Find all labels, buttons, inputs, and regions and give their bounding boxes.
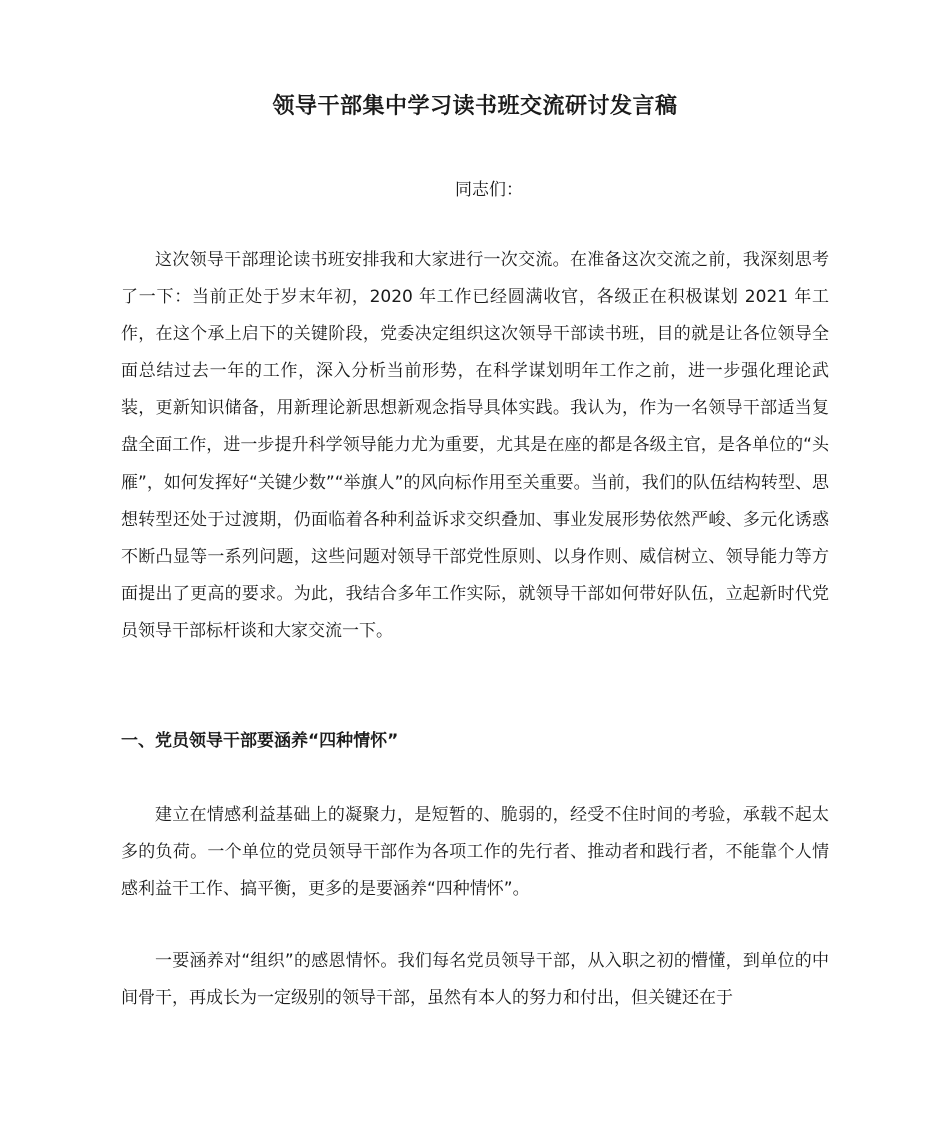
intro-paragraph: 这次领导干部理论读书班安排我和大家进行一次交流。在准备这次交流之前，我深刻思考了一下：当前正处于岁末年初，2020 年工作已经圆满收官，各级正在积极谋划 2021 年工作，在这个承上启下的关键阶段，党委决定组织这次领导干部读书班，目的就是让各位领导全面总结过去一年的工作，深入分析当前形势，在科学谋划明年工作之前，进一步强化理论武装，更新知识储备，用新理论新思想新观念指导具体实践。我认为，作为一名领导干部适当复盘全面工作，进一步提升科学领导能力尤为重要，尤其是在座的都是各级主官，是各单位的“头雁”，如何发挥好“关键少数”“举旗人”的风向标作用至关重要。当前，我们的队伍结构转型、思想转型还处于过渡期，仍面临着各种利益诉求交织叠加、事业发展形势依然严峻、多元化诱惑不断凸显等一系列问题，这些问题对领导干部党性原则、以身作则、威信树立、领导能力等方面提出了更高的要求。为此，我结合多年工作实际，就领导干部如何带好队伍，立起新时代党员领导干部标杆谈和大家交流一下。 — [121, 250, 829, 641]
salutation: 同志们： — [455, 180, 523, 200]
body-paragraph: 一要涵养对“组织”的感恩情怀。我们每名党员领导干部，从入职之初的懵懂，到单位的中间骨干，再成长为一定级别的领导干部，虽然有本人的努力和付出，但关键还在于 — [121, 951, 829, 1009]
section-heading: 一、党员领导干部要涵养“四种情怀” — [121, 731, 399, 751]
body-paragraph: 建立在情感利益基础上的凝聚力，是短暂的、脆弱的，经受不住时间的考验，承载不起太多的负荷。一个单位的党员领导干部作为各项工作的先行者、推动者和践行者，不能靠个人情感利益干工作、搞平衡，更多的是要涵养“四种情怀”。 — [121, 805, 829, 900]
document-title: 领导干部集中学习读书班交流研讨发言稿 — [272, 94, 678, 119]
